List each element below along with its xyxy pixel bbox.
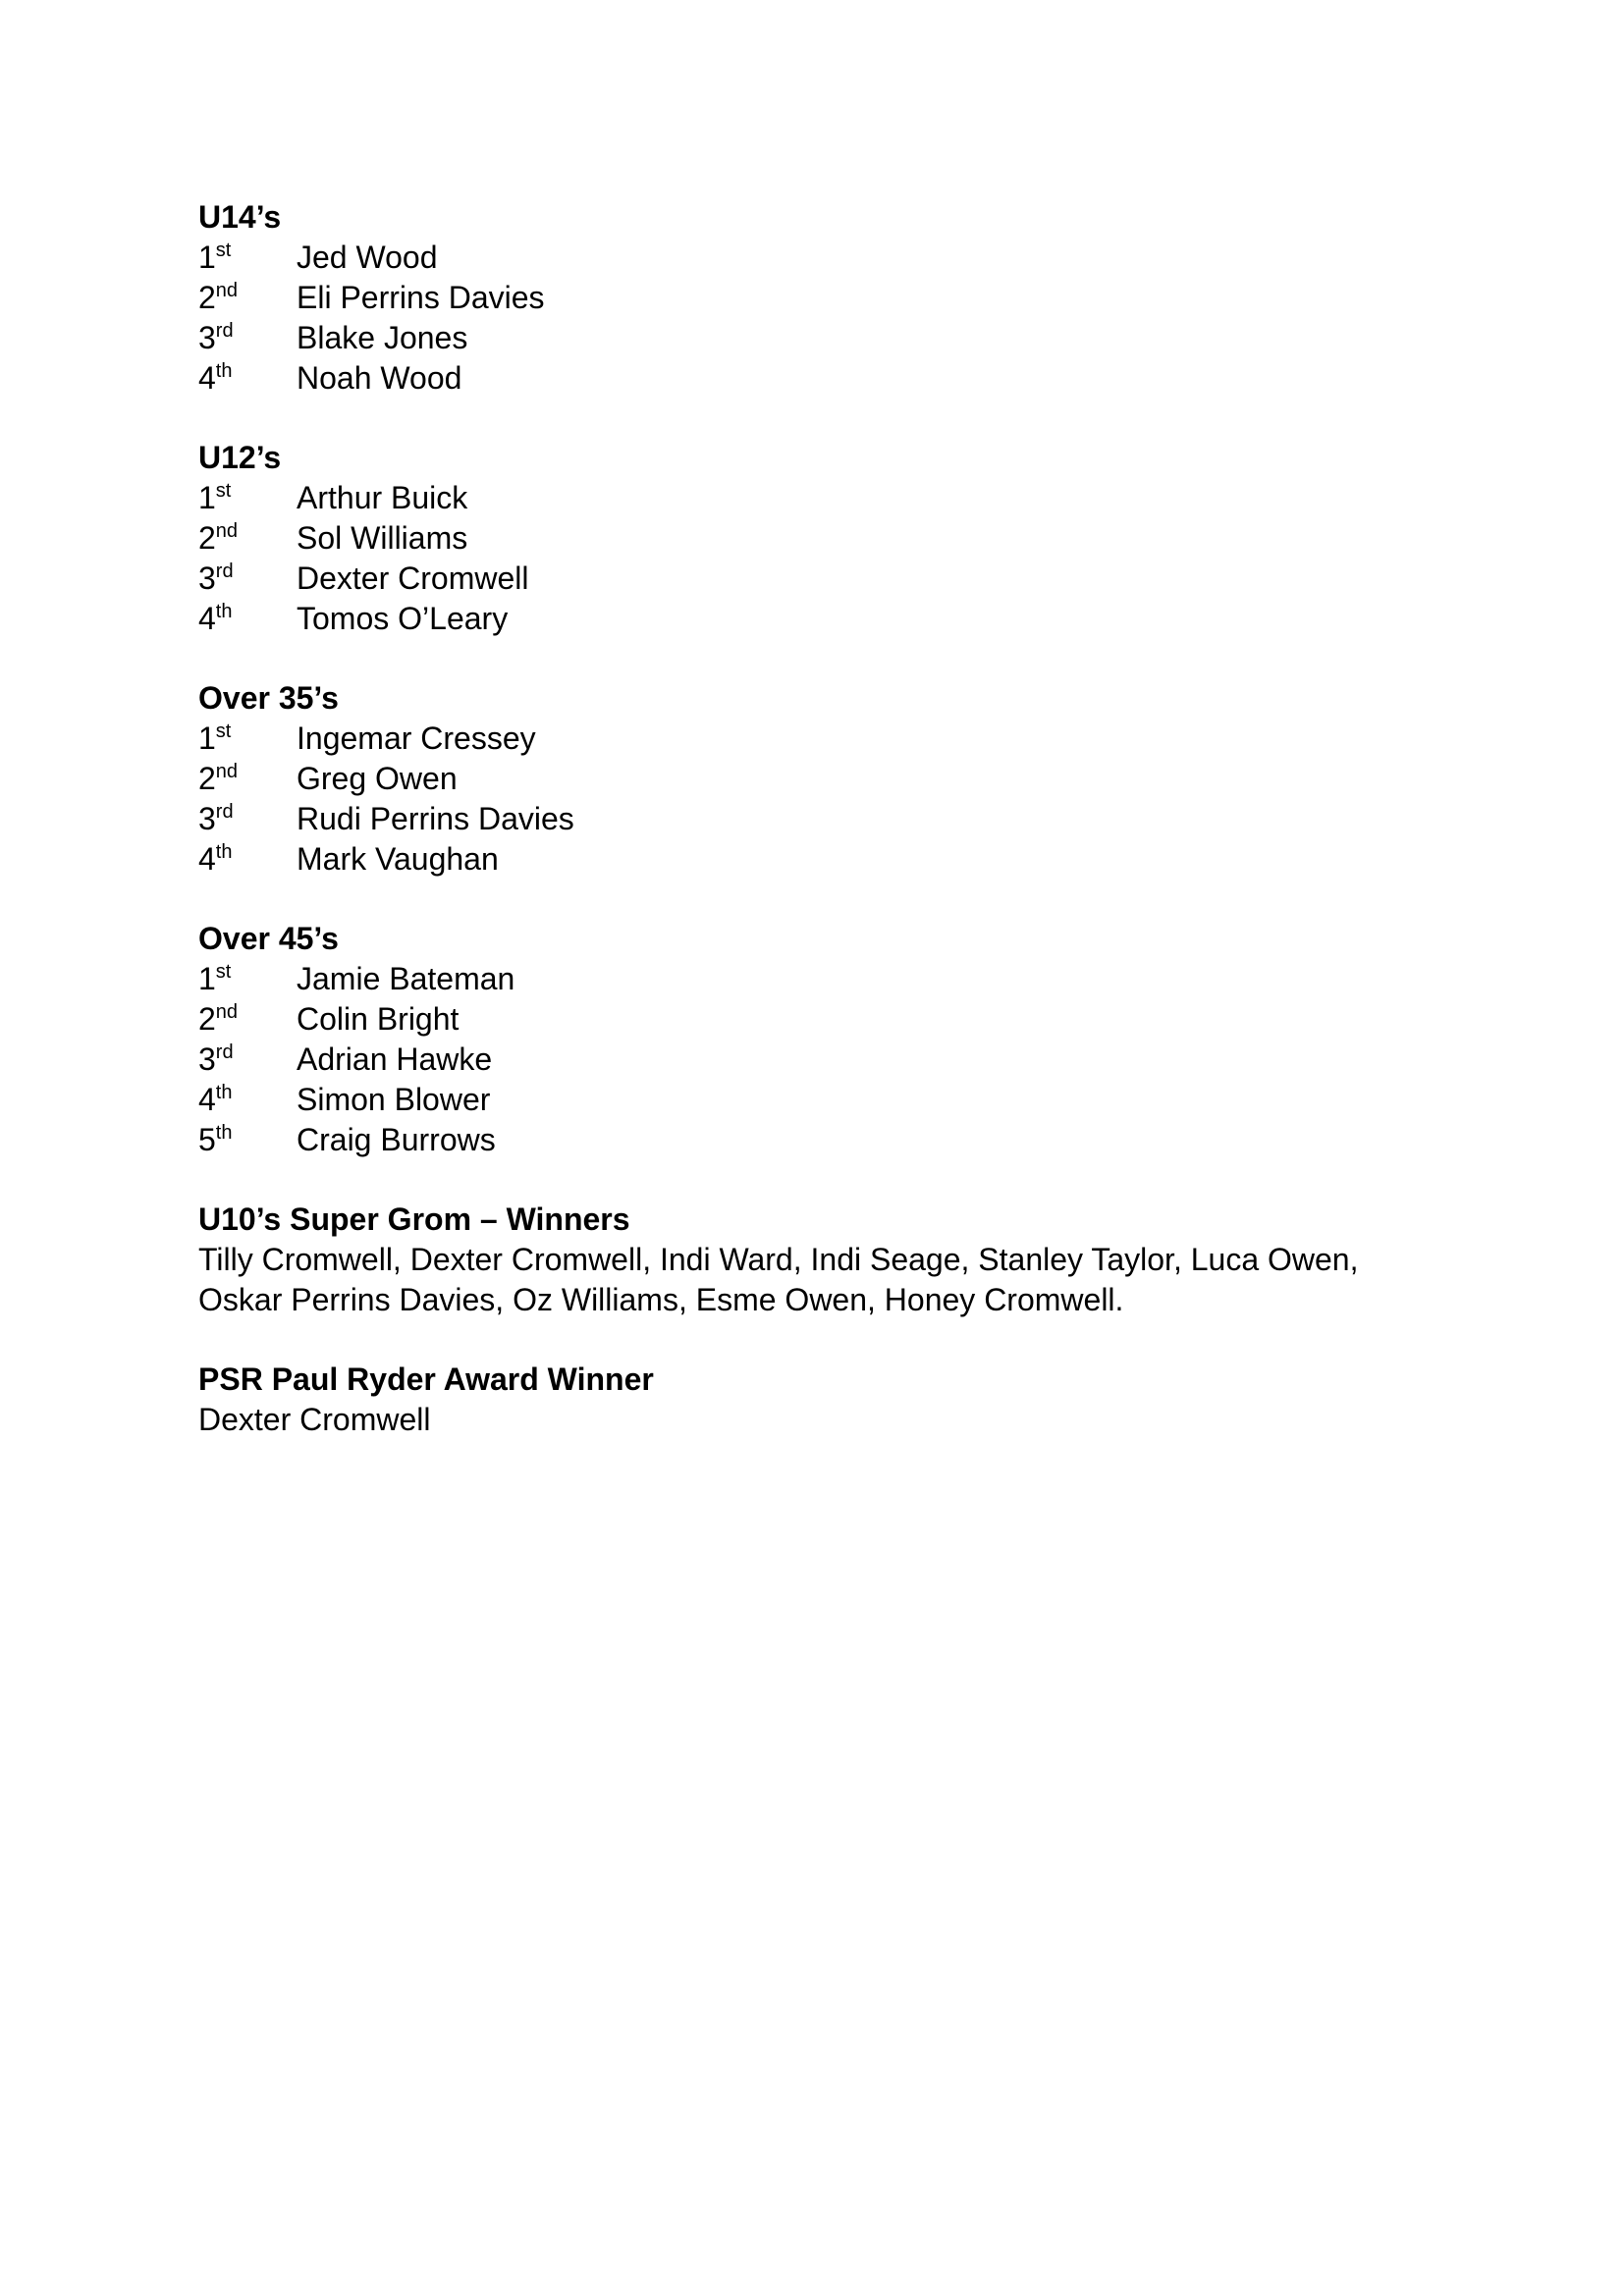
competitor-name: Jamie Bateman	[297, 961, 515, 996]
result-row	[198, 1040, 1624, 1080]
competitor-name: Eli Perrins Davies	[297, 280, 545, 315]
award-winner: Dexter Cromwell	[198, 1402, 431, 1437]
competitor-name: Tomos O’Leary	[297, 601, 509, 636]
result-row	[198, 999, 1624, 1040]
position: 1st	[198, 240, 232, 275]
position: 3rd	[198, 801, 234, 836]
result-row	[198, 1080, 1624, 1120]
competitor-name: Ingemar Cressey	[297, 721, 536, 756]
position: 4th	[198, 1082, 233, 1117]
position: 1st	[198, 961, 232, 996]
result-row	[198, 559, 1624, 599]
result-row	[198, 358, 1624, 399]
result-row	[198, 799, 1624, 839]
section-heading: U12’s	[198, 440, 282, 475]
competitor-name: Greg Owen	[297, 761, 458, 796]
competitor-name: Sol Williams	[297, 520, 468, 556]
position: 2nd	[198, 280, 239, 315]
position: 4th	[198, 360, 233, 396]
section-heading: U14’s	[198, 199, 282, 235]
position: 3rd	[198, 1041, 234, 1077]
result-row	[198, 839, 1624, 880]
section-over-45	[198, 919, 1624, 1160]
position: 2nd	[198, 520, 239, 556]
position: 2nd	[198, 1001, 239, 1037]
competitor-name: Mark Vaughan	[297, 841, 499, 877]
competitor-name: Blake Jones	[297, 320, 468, 355]
position: 1st	[198, 721, 232, 756]
result-row	[198, 238, 1624, 278]
section-award	[198, 1360, 1624, 1440]
section-heading: PSR Paul Ryder Award Winner	[198, 1362, 654, 1397]
competitor-name: Colin Bright	[297, 1001, 460, 1037]
result-row	[198, 518, 1624, 559]
result-row	[198, 959, 1624, 999]
result-row	[198, 719, 1624, 759]
section-super-grom	[198, 1200, 1624, 1320]
position: 4th	[198, 841, 233, 877]
position: 4th	[198, 601, 233, 636]
competitor-name: Adrian Hawke	[297, 1041, 493, 1077]
result-row	[198, 1120, 1624, 1160]
competitor-name: Arthur Buick	[297, 480, 468, 515]
result-row	[198, 478, 1624, 518]
position: 2nd	[198, 761, 239, 796]
result-row	[198, 278, 1624, 318]
competitor-name: Craig Burrows	[297, 1122, 496, 1157]
competitor-name: Simon Blower	[297, 1082, 491, 1117]
section-over-35	[198, 678, 1624, 880]
competitor-name: Dexter Cromwell	[297, 561, 529, 596]
position: 3rd	[198, 320, 234, 355]
section-heading: U10’s Super Grom – Winners	[198, 1201, 630, 1237]
result-row	[198, 318, 1624, 358]
position: 1st	[198, 480, 232, 515]
competitor-name: Rudi Perrins Davies	[297, 801, 574, 836]
position: 3rd	[198, 561, 234, 596]
section-heading: Over 45’s	[198, 921, 339, 956]
winners-list: Tilly Cromwell, Dexter Cromwell, Indi Ward, Indi Seage, Stanley Taylor, Luca Owen, Oskar Perrins Davies, Oz Williams, Esme Owen, Honey Cromwell.	[198, 1242, 1359, 1317]
result-row	[198, 759, 1624, 799]
competitor-name: Jed Wood	[297, 240, 438, 275]
result-row	[198, 599, 1624, 639]
section-u12	[198, 438, 1624, 639]
position: 5th	[198, 1122, 233, 1157]
competitor-name: Noah Wood	[297, 360, 462, 396]
section-u14	[198, 197, 1624, 399]
section-heading: Over 35’s	[198, 680, 339, 716]
